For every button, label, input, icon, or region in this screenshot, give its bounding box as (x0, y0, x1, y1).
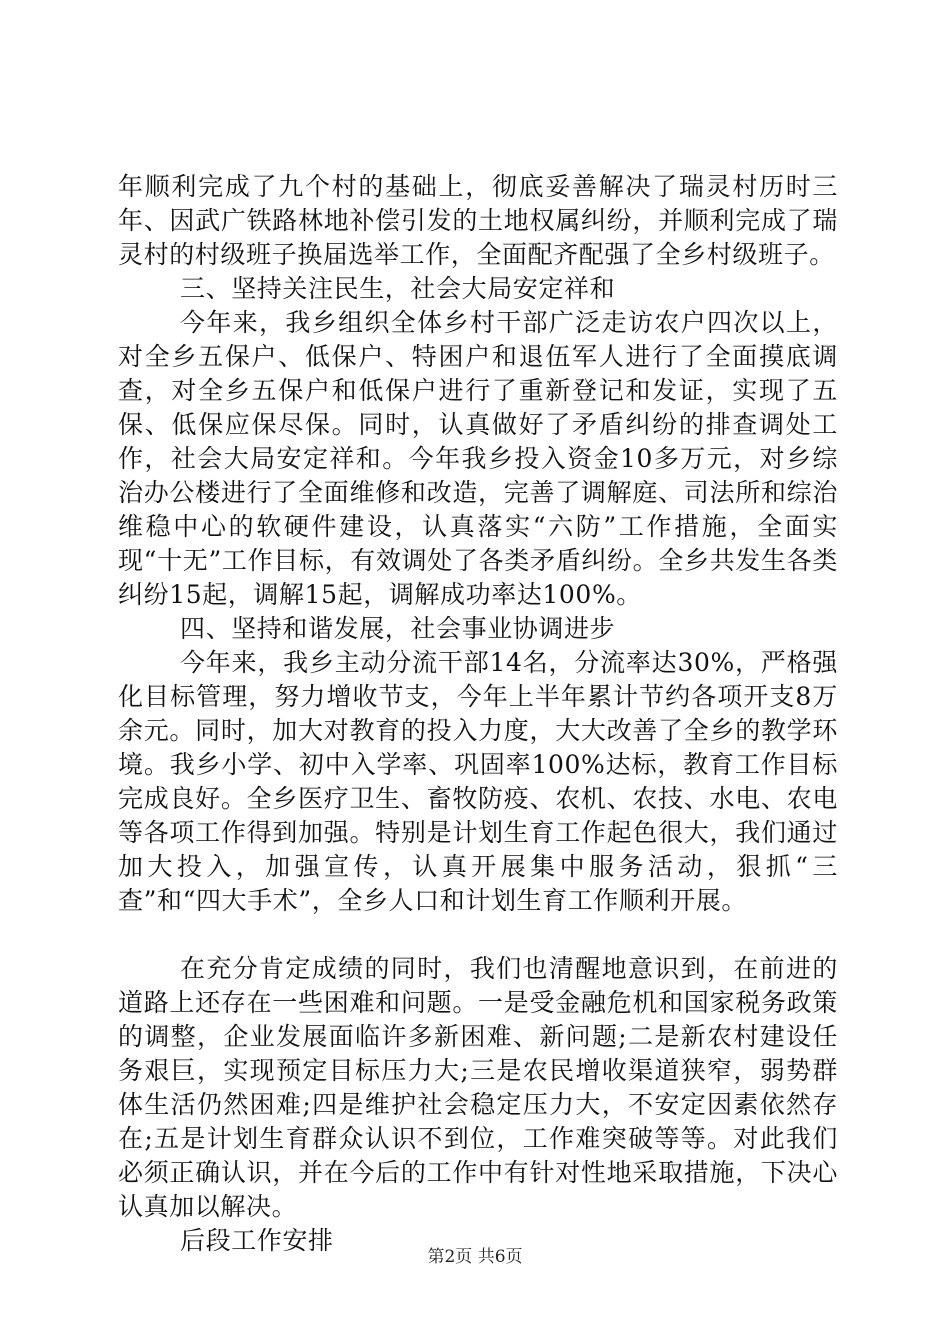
paragraph-problems: 在充分肯定成绩的同时，我们也清醒地意识到，在前进的道路上还存在一些困难和问题。一是受金融危机和国家税务政策的调整，企业发展面临许多新困难、新问题;二是新农村建设任务艰巨，实现预定目标压力大;三是农民增收渠道狭窄，弱势群体生活仍然困难;四是维护社会稳定压力大，不安定因素依然存在;五是计划生育群众认识不到位，工作难突破等等。对此我们必须正确认识，并在今后的工作中有针对性地采取措施，下决心认真加以解决。 (118, 954, 838, 1221)
section-heading-next-steps: 后段工作安排 (180, 1226, 334, 1255)
paragraph-development: 今年来，我乡主动分流干部14名，分流率达30%，严格强化目标管理，努力增收节支，今年上半年累计节约各项开支8万余元。同时，加大对教育的投入力度，大大改善了全乡的教学环境。我乡小学、初中入学率、巩固率100%达标，教育工作目标完成良好。全乡医疗卫生、畜牧防疫、农机、农技、水电、农电等各项工作得到加强。特别是计划生育工作起色很大，我们通过加大投入，加强宣传，认真开展集中服务活动，狠抓“三查”和“四大手术”，全乡人口和计划生育工作顺利开展。 (118, 648, 838, 915)
paragraph-spacer (118, 918, 838, 952)
paragraph-livelihood: 今年来，我乡组织全体乡村干部广泛走访农户四次以上，对全乡五保户、低保户、特困户和退伍军人进行了全面摸底调查，对全乡五保户和低保户进行了重新登记和发证，实现了五保、低保应保尽保。同时，认真做好了矛盾纠纷的排查调处工作，社会大局安定祥和。今年我乡投入资金10多万元，对乡综治办公楼进行了全面维修和改造，完善了调解庭、司法所和综治维稳中心的软硬件建设，认真落实“六防”工作措施，全面实现“十无”工作目标，有效调处了各类矛盾纠纷。全乡共发生各类纠纷15起，调解15起，调解成功率达100%。 (118, 308, 838, 609)
page-footer: 第2页 共6页 (427, 1247, 523, 1267)
document-body (118, 170, 838, 1258)
section-heading-four: 四、坚持和谐发展，社会事业协调进步 (180, 614, 616, 643)
section-heading-three: 三、坚持关注民生，社会大局安定祥和 (180, 274, 616, 303)
paragraph-continuation: 年顺利完成了九个村的基础上，彻底妥善解决了瑞灵村历时三年、因武广铁路林地补偿引发的土地权属纠纷，并顺利完成了瑞灵村的村级班子换届选举工作，全面配齐配强了全乡村级班子。 (118, 172, 838, 269)
